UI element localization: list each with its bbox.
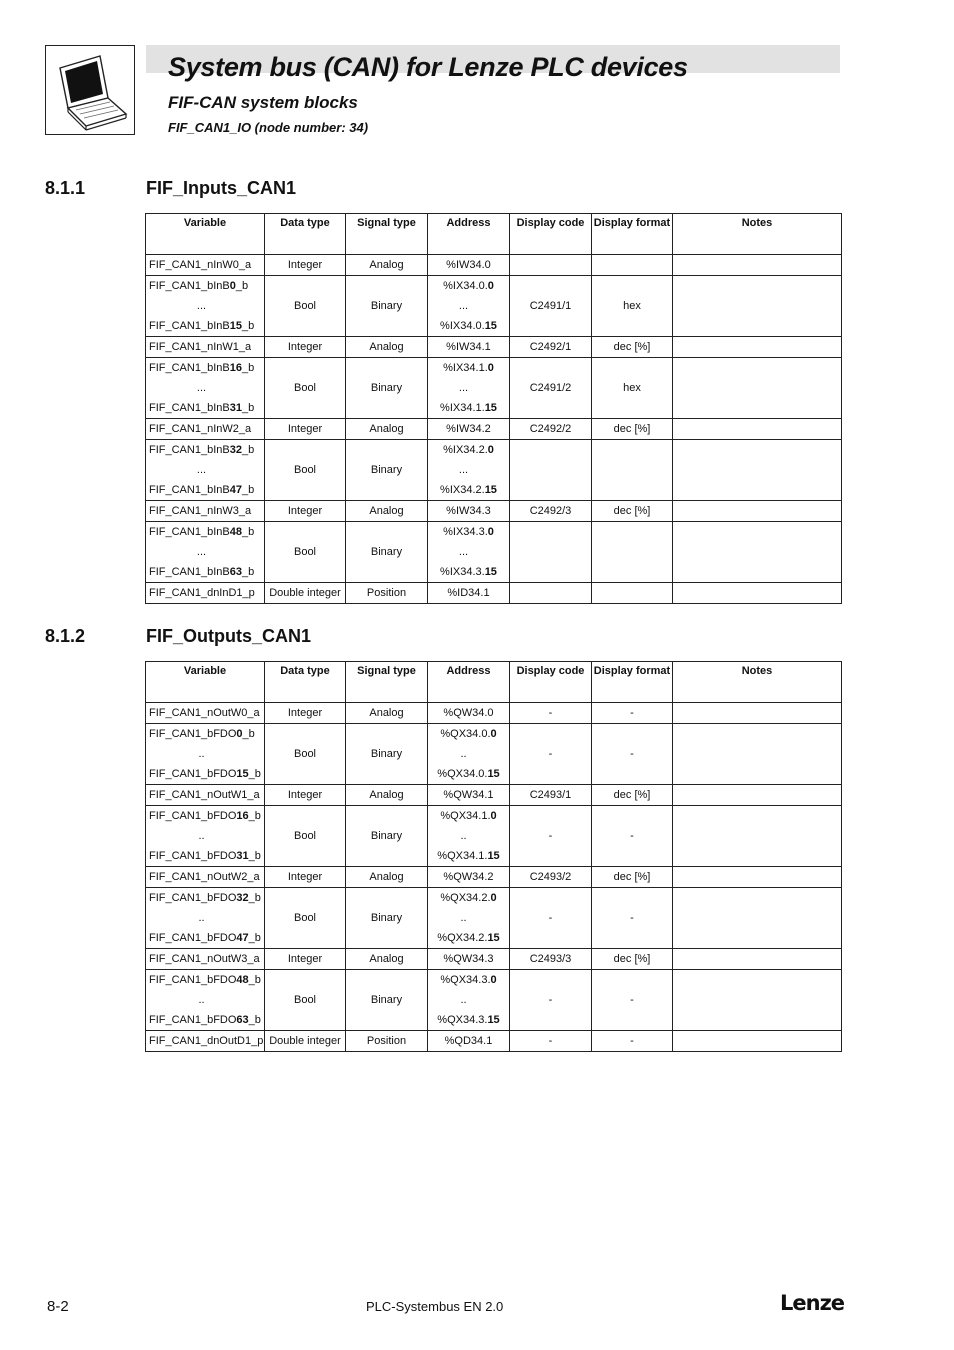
cell-variable: FIF_CAN1_bInB32_b ... FIF_CAN1_bInB47_b <box>146 440 265 501</box>
cell-address: %IX34.0.0 ... %IX34.0.15 <box>428 276 510 337</box>
cell-data-type: Bool <box>265 358 346 419</box>
column-header-notes: Notes <box>673 214 842 255</box>
cell-notes <box>673 583 842 604</box>
cell-signal-type: Analog <box>346 337 428 358</box>
cell-address: %IX34.2.0 ... %IX34.2.15 <box>428 440 510 501</box>
cell-notes <box>673 419 842 440</box>
column-header-display-format: Display format <box>592 214 673 255</box>
cell-address: %QX34.1.0 .. %QX34.1.15 <box>428 806 510 867</box>
cell-address: %QX34.3.0 .. %QX34.3.15 <box>428 970 510 1031</box>
cell-variable: FIF_CAN1_nOutW3_a <box>146 949 265 970</box>
table-row <box>146 703 842 724</box>
cell-signal-type: Analog <box>346 419 428 440</box>
cell-display-code: C2493/1 <box>510 785 592 806</box>
table-row <box>146 583 842 604</box>
cell-display-format <box>592 522 673 583</box>
column-header-data-type: Data type <box>265 214 346 255</box>
column-header-variable: Variable <box>146 662 265 703</box>
cell-display-code <box>510 583 592 604</box>
column-header-data-type: Data type <box>265 662 346 703</box>
cell-signal-type: Binary <box>346 440 428 501</box>
cell-data-type: Bool <box>265 806 346 867</box>
cell-variable: FIF_CAN1_nInW3_a <box>146 501 265 522</box>
cell-variable: FIF_CAN1_nInW1_a <box>146 337 265 358</box>
cell-notes <box>673 337 842 358</box>
cell-signal-type: Analog <box>346 867 428 888</box>
table-row <box>146 785 842 806</box>
cell-signal-type: Analog <box>346 785 428 806</box>
cell-data-type: Double integer <box>265 1031 346 1052</box>
cell-notes <box>673 806 842 867</box>
cell-display-code: - <box>510 703 592 724</box>
table-row <box>146 1031 842 1052</box>
cell-display-code: C2492/2 <box>510 419 592 440</box>
cell-variable: FIF_CAN1_dnOutD1_p <box>146 1031 265 1052</box>
cell-display-format <box>592 440 673 501</box>
cell-variable: FIF_CAN1_nOutW2_a <box>146 867 265 888</box>
cell-address: %IW34.0 <box>428 255 510 276</box>
cell-display-code: C2492/1 <box>510 337 592 358</box>
cell-data-type: Bool <box>265 276 346 337</box>
cell-address: %QW34.3 <box>428 949 510 970</box>
cell-variable: FIF_CAN1_dnInD1_p <box>146 583 265 604</box>
cell-signal-type: Position <box>346 583 428 604</box>
column-header-signal-type: Signal type <box>346 662 428 703</box>
cell-address: %IW34.3 <box>428 501 510 522</box>
cell-notes <box>673 724 842 785</box>
cell-signal-type: Position <box>346 1031 428 1052</box>
cell-data-type: Integer <box>265 255 346 276</box>
table-row <box>146 949 842 970</box>
cell-address: %QW34.2 <box>428 867 510 888</box>
cell-address: %QW34.0 <box>428 703 510 724</box>
cell-signal-type: Analog <box>346 703 428 724</box>
table-row <box>146 888 842 949</box>
cell-notes <box>673 888 842 949</box>
lenze-logo: Lenze <box>780 1291 845 1315</box>
cell-notes <box>673 522 842 583</box>
cell-display-code: - <box>510 1031 592 1052</box>
cell-notes <box>673 1031 842 1052</box>
cell-display-code: C2493/3 <box>510 949 592 970</box>
cell-display-format: - <box>592 806 673 867</box>
page-subtitle: FIF-CAN system blocks <box>168 93 358 112</box>
cell-display-code: - <box>510 724 592 785</box>
cell-address: %IX34.3.0 ... %IX34.3.15 <box>428 522 510 583</box>
cell-variable: FIF_CAN1_bInB0_b ... FIF_CAN1_bInB15_b <box>146 276 265 337</box>
cell-display-code: C2491/2 <box>510 358 592 419</box>
cell-display-format: - <box>592 888 673 949</box>
page-number: 8-2 <box>47 1298 69 1315</box>
cell-address: %IX34.1.0 ... %IX34.1.15 <box>428 358 510 419</box>
document-name: PLC-Systembus EN 2.0 <box>366 1299 504 1314</box>
cell-display-format: dec [%] <box>592 337 673 358</box>
table-row <box>146 867 842 888</box>
cell-notes <box>673 785 842 806</box>
cell-address: %ID34.1 <box>428 583 510 604</box>
cell-signal-type: Analog <box>346 255 428 276</box>
table-row <box>146 337 842 358</box>
cell-notes <box>673 501 842 522</box>
column-header-display-code: Display code <box>510 662 592 703</box>
cell-variable: FIF_CAN1_nInW2_a <box>146 419 265 440</box>
cell-address: %IW34.1 <box>428 337 510 358</box>
table-row <box>146 276 842 337</box>
table-header-row <box>146 214 842 255</box>
cell-notes <box>673 440 842 501</box>
cell-data-type: Bool <box>265 440 346 501</box>
cell-display-code: - <box>510 888 592 949</box>
cell-signal-type: Binary <box>346 522 428 583</box>
table-row <box>146 970 842 1031</box>
cell-signal-type: Binary <box>346 724 428 785</box>
table-row <box>146 255 842 276</box>
column-header-variable: Variable <box>146 214 265 255</box>
table-row <box>146 501 842 522</box>
cell-display-code: - <box>510 806 592 867</box>
cell-data-type: Double integer <box>265 583 346 604</box>
column-header-address: Address <box>428 214 510 255</box>
cell-notes <box>673 255 842 276</box>
cell-display-code: C2491/1 <box>510 276 592 337</box>
cell-display-format <box>592 255 673 276</box>
cell-data-type: Bool <box>265 724 346 785</box>
cell-address: %QX34.2.0 .. %QX34.2.15 <box>428 888 510 949</box>
cell-notes <box>673 867 842 888</box>
cell-variable: FIF_CAN1_nInW0_a <box>146 255 265 276</box>
section-title-outputs: FIF_Outputs_CAN1 <box>146 626 312 646</box>
cell-display-format: - <box>592 970 673 1031</box>
cell-data-type: Bool <box>265 970 346 1031</box>
table-row <box>146 724 842 785</box>
cell-display-code <box>510 522 592 583</box>
cell-variable: FIF_CAN1_nOutW0_a <box>146 703 265 724</box>
section-number-outputs: 8.1.2 <box>45 626 86 646</box>
cell-display-code: - <box>510 970 592 1031</box>
page-title: System bus (CAN) for Lenze PLC devices <box>168 52 688 82</box>
cell-signal-type: Binary <box>346 806 428 867</box>
cell-display-format: hex <box>592 358 673 419</box>
cell-display-format: dec [%] <box>592 785 673 806</box>
cell-display-code: C2493/2 <box>510 867 592 888</box>
cell-notes <box>673 276 842 337</box>
table-row <box>146 440 842 501</box>
cell-address: %QD34.1 <box>428 1031 510 1052</box>
cell-variable: FIF_CAN1_bFDO0_b .. FIF_CAN1_bFDO15_b <box>146 724 265 785</box>
cell-address: %IW34.2 <box>428 419 510 440</box>
cell-data-type: Bool <box>265 522 346 583</box>
cell-data-type: Integer <box>265 419 346 440</box>
column-header-notes: Notes <box>673 662 842 703</box>
cell-data-type: Integer <box>265 703 346 724</box>
cell-display-format: - <box>592 1031 673 1052</box>
cell-address: %QW34.1 <box>428 785 510 806</box>
table-row <box>146 522 842 583</box>
cell-variable: FIF_CAN1_bInB48_b ... FIF_CAN1_bInB63_b <box>146 522 265 583</box>
page-subsubtitle: FIF_CAN1_IO (node number: 34) <box>168 120 369 135</box>
cell-data-type: Integer <box>265 785 346 806</box>
cell-data-type: Integer <box>265 867 346 888</box>
cell-signal-type: Binary <box>346 276 428 337</box>
cell-display-format: dec [%] <box>592 419 673 440</box>
outputs-table <box>145 661 842 1052</box>
cell-display-code: C2492/3 <box>510 501 592 522</box>
cell-display-format: hex <box>592 276 673 337</box>
cell-display-code <box>510 255 592 276</box>
cell-data-type: Integer <box>265 337 346 358</box>
cell-data-type: Integer <box>265 949 346 970</box>
cell-signal-type: Analog <box>346 501 428 522</box>
cell-signal-type: Binary <box>346 358 428 419</box>
column-header-signal-type: Signal type <box>346 214 428 255</box>
cell-display-format: dec [%] <box>592 867 673 888</box>
inputs-table <box>145 213 842 604</box>
table-row <box>146 806 842 867</box>
laptop-icon <box>45 45 135 135</box>
cell-variable: FIF_CAN1_bFDO48_b .. FIF_CAN1_bFDO63_b <box>146 970 265 1031</box>
table-row <box>146 419 842 440</box>
section-number-inputs: 8.1.1 <box>45 178 86 198</box>
cell-notes <box>673 970 842 1031</box>
cell-display-format: - <box>592 703 673 724</box>
table-row <box>146 358 842 419</box>
cell-signal-type: Binary <box>346 970 428 1031</box>
cell-data-type: Bool <box>265 888 346 949</box>
cell-display-format: dec [%] <box>592 501 673 522</box>
cell-notes <box>673 703 842 724</box>
cell-address: %QX34.0.0 .. %QX34.0.15 <box>428 724 510 785</box>
cell-data-type: Integer <box>265 501 346 522</box>
cell-notes <box>673 949 842 970</box>
cell-variable: FIF_CAN1_bFDO16_b .. FIF_CAN1_bFDO31_b <box>146 806 265 867</box>
column-header-address: Address <box>428 662 510 703</box>
cell-variable: FIF_CAN1_bInB16_b ... FIF_CAN1_bInB31_b <box>146 358 265 419</box>
section-title-inputs: FIF_Inputs_CAN1 <box>146 178 297 198</box>
cell-variable: FIF_CAN1_bFDO32_b .. FIF_CAN1_bFDO47_b <box>146 888 265 949</box>
column-header-display-code: Display code <box>510 214 592 255</box>
column-header-display-format: Display format <box>592 662 673 703</box>
cell-display-format <box>592 583 673 604</box>
cell-signal-type: Analog <box>346 949 428 970</box>
cell-display-format: dec [%] <box>592 949 673 970</box>
cell-display-code <box>510 440 592 501</box>
cell-display-format: - <box>592 724 673 785</box>
cell-signal-type: Binary <box>346 888 428 949</box>
cell-notes <box>673 358 842 419</box>
cell-variable: FIF_CAN1_nOutW1_a <box>146 785 265 806</box>
table-header-row <box>146 662 842 703</box>
